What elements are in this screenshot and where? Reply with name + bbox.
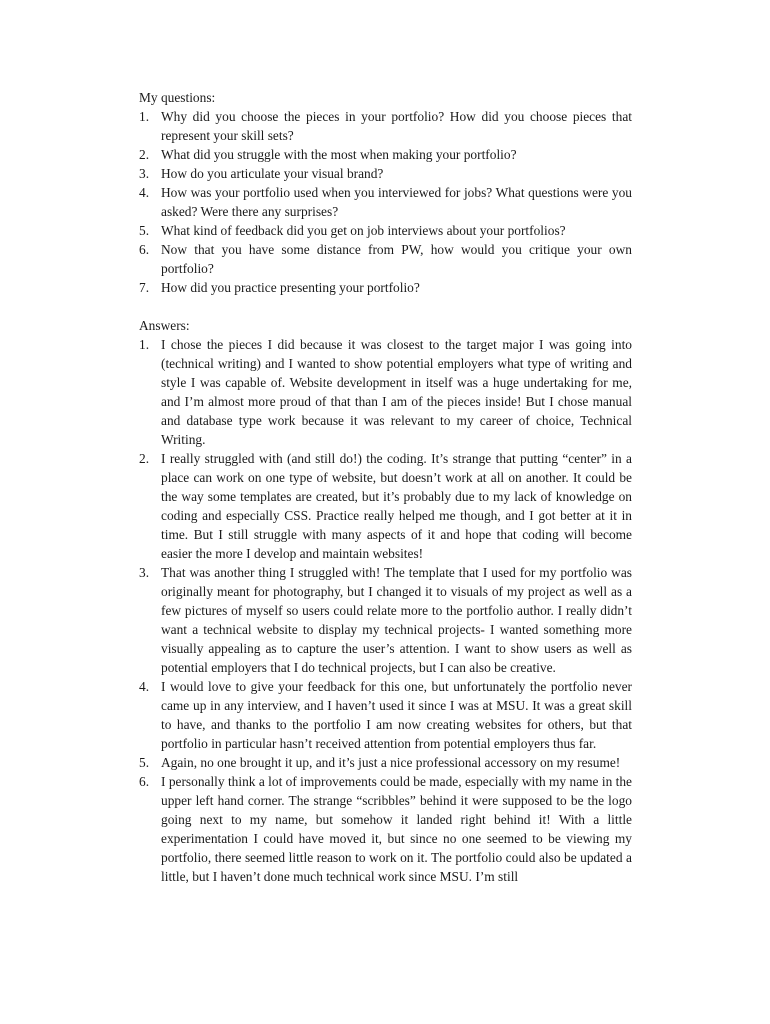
questions-list xyxy=(139,107,632,297)
question-item xyxy=(139,164,632,183)
answer-text: I chose the pieces I did because it was closest to the target major I was going into (technical writing) and I wanted to show potential employers what type of writing and style I was capable of. Website development in itself was a huge undertaking for me, and I’m almost more proud of that than I am of the pieces inside! But I chose manual and database type work because it was relevant to my career of choice, Technical Writing. xyxy=(161,337,632,447)
question-item xyxy=(139,221,632,240)
answers-list xyxy=(139,335,632,886)
question-text: Now that you have some distance from PW, how would you critique your own portfolio? xyxy=(161,242,632,276)
question-number: 4. xyxy=(139,185,150,200)
question-number: 2. xyxy=(139,147,150,162)
answer-text: That was another thing I struggled with! The template that I used for my portfolio was originally meant for photography, but I changed it to visuals of my project as well as a few pictures of myself so users could relate more to the portfolio author. I really didn’t want a technical website to display my technical projects- I wanted something more visually appealing as to capture the user’s attention. I want to show users as well as potential employers that I do technical projects, but I can also be creative. xyxy=(161,565,632,675)
question-text: How was your portfolio used when you interviewed for jobs? What questions were you asked? Were there any surprises? xyxy=(161,185,632,219)
question-text: What did you struggle with the most when making your portfolio? xyxy=(161,147,517,162)
questions-heading: My questions: xyxy=(139,90,216,105)
section-spacer xyxy=(139,297,632,316)
answer-text: Again, no one brought it up, and it’s just a nice professional accessory on my resume! xyxy=(161,755,621,770)
question-item xyxy=(139,240,632,278)
question-number: 3. xyxy=(139,166,150,181)
answer-number: 1. xyxy=(139,337,150,352)
document-page xyxy=(139,88,632,886)
answer-number: 5. xyxy=(139,755,150,770)
answer-item xyxy=(139,677,632,753)
question-text: How do you articulate your visual brand? xyxy=(161,166,384,181)
question-number: 7. xyxy=(139,280,150,295)
answer-item xyxy=(139,753,632,772)
question-text: How did you practice presenting your portfolio? xyxy=(161,280,420,295)
question-item xyxy=(139,278,632,297)
answer-number: 4. xyxy=(139,679,150,694)
answer-text: I really struggled with (and still do!) the coding. It’s strange that putting “center” in a place can work on one type of website, but doesn’t work at all on another. It could be the way some templates are created, but it’s probably due to my lack of knowledge on coding and especially CSS. Practice really helped me though, and I got better at it in time. But I still struggle with many aspects of it and hope that coding will become easier the more I develop and maintain websites! xyxy=(161,451,632,561)
answer-item xyxy=(139,449,632,563)
answer-number: 2. xyxy=(139,451,150,466)
answer-item xyxy=(139,563,632,677)
question-number: 6. xyxy=(139,242,150,257)
question-text: Why did you choose the pieces in your portfolio? How did you choose pieces that represent your skill sets? xyxy=(161,109,632,143)
question-number: 5. xyxy=(139,223,150,238)
answer-number: 6. xyxy=(139,774,150,789)
answer-item xyxy=(139,335,632,449)
question-item xyxy=(139,145,632,164)
answer-text: I would love to give your feedback for this one, but unfortunately the portfolio never came up in any interview, and I haven’t used it since I was at MSU. It was a great skill to have, and thanks to the portfolio I am now creating websites for others, but that portfolio in particular hasn’t received attention from potential employers thus far. xyxy=(161,679,632,751)
answer-item xyxy=(139,772,632,886)
answers-heading: Answers: xyxy=(139,318,190,333)
question-item xyxy=(139,107,632,145)
answer-number: 3. xyxy=(139,565,150,580)
question-text: What kind of feedback did you get on job interviews about your portfolios? xyxy=(161,223,566,238)
answer-text: I personally think a lot of improvements could be made, especially with my name in the upper left hand corner. The strange “scribbles” behind it were supposed to be the logo going next to my name, but somehow it landed right behind it! With a little experimentation I could have moved it, but since no one seemed to be viewing my portfolio, there seemed little reason to work on it. The portfolio could also be updated a little, but I haven’t done much technical work since MSU. I’m still xyxy=(161,774,632,884)
question-number: 1. xyxy=(139,109,150,124)
question-item xyxy=(139,183,632,221)
